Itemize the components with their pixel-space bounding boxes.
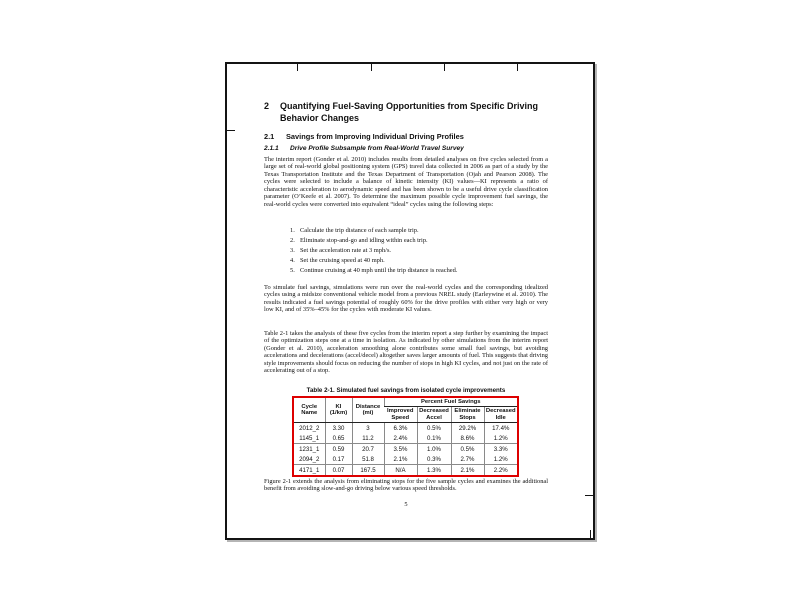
list-number: 2. xyxy=(290,237,295,244)
page-number: 5 xyxy=(404,501,408,508)
table-cell: 0.5% xyxy=(417,423,451,434)
section-title: Quantifying Fuel-Saving Opportunities from Specific Driving Behavior Changes xyxy=(280,101,539,123)
list-text: Eliminate stop-and-go and idling within each trip. xyxy=(300,237,428,244)
ruler-tick xyxy=(371,64,372,71)
list-item xyxy=(264,257,548,264)
table-row xyxy=(294,465,517,476)
ruler-tick xyxy=(585,495,593,496)
list-number: 3. xyxy=(290,247,295,254)
list-number: 4. xyxy=(290,257,295,264)
table-row xyxy=(294,433,517,444)
table-cell: 2.7% xyxy=(451,454,484,465)
col-header-distance: Distance (mi) xyxy=(352,398,384,423)
list-text: Set the cruising speed at 40 mph. xyxy=(300,257,385,264)
table-cell: 17.4% xyxy=(484,423,517,434)
table-cell: 4171_1 xyxy=(299,466,320,474)
table-cell: 0.65 xyxy=(325,433,352,444)
sub-header-eliminate-stops: Eliminate Stops xyxy=(451,407,484,423)
table-cell: 8.6% xyxy=(451,433,484,444)
table-cell: 0.07 xyxy=(325,465,352,476)
table-cell: 1.3% xyxy=(417,465,451,476)
fuel-savings-table xyxy=(294,398,517,475)
ruler-tick xyxy=(517,64,518,71)
section-number: 2 xyxy=(264,101,270,111)
steps-list xyxy=(264,227,548,277)
table-header xyxy=(294,398,517,423)
subsubsection-number: 2.1.1 xyxy=(264,145,279,152)
group-header-percent-fuel-savings: Percent Fuel Savings xyxy=(384,398,517,407)
table-cell: 20.7 xyxy=(352,444,384,455)
paragraph-results: To simulate fuel savings, simulations were run over the real-world cycles and the corresponding idealized cycles using a midsize conventional vehicle model from a previous NREL study (Earleywine et al. 2010). The results indicated a fuel savings potential of roughly 60% for the drive profiles with either very high or very low KI, and of 35%–45% for the cycles with moderate KI values. xyxy=(264,284,548,314)
table-cell: 0.5% xyxy=(451,444,484,455)
table-cell: 1.2% xyxy=(484,433,517,444)
table-cell: 0.59 xyxy=(325,444,352,455)
sub-header-decreased-accel: Decreased Accel xyxy=(417,407,451,423)
subsection-title: Savings from Improving Individual Driving Profiles xyxy=(286,132,464,141)
table-cell: 29.2% xyxy=(451,423,484,434)
subsubsection-title: Drive Profile Subsample from Real-World Travel Survey xyxy=(290,145,464,152)
col-header-ki: KI (1/km) xyxy=(325,398,352,423)
subsection-number: 2.1 xyxy=(264,132,275,141)
col-header-cycle-name: Cycle Name xyxy=(294,398,325,423)
list-text: Calculate the trip distance of each sample trip. xyxy=(300,227,419,234)
table-cell: 2.1% xyxy=(384,454,417,465)
subsubsection-heading xyxy=(264,145,574,152)
table-cell: 11.2 xyxy=(352,433,384,444)
list-item xyxy=(264,247,548,254)
sub-header-decreased-idle: Decreased Idle xyxy=(485,408,516,421)
table-title: Table 2-1. Simulated fuel savings from isolated cycle improvements xyxy=(306,387,506,394)
paragraph-intro: The interim report (Gonder et al. 2010) includes results from detailed analyses on five cycles selected from a large set of real-world global positioning system (GPS) travel data collected in 2006 as part of a study by the Texas Transportation Institute and the Texas Department of Transportation (Ojah and Pearson 2008). The cycles were selected to include a balance of kinetic intensity (KI) values—KI represents a ratio of characteristic acceleration to aerodynamic speed and has been shown to be a useful drive cycle classification parameter (O’Keefe et al. 2007). To determine the maximum possible cycle improvement fuel savings, the real-world cycles were converted into equivalent “ideal” cycles using the following steps: xyxy=(264,156,548,208)
table-cell: 0.17 xyxy=(325,454,352,465)
table-cell: 2012_2 xyxy=(299,424,320,432)
list-text: Continue cruising at 40 mph until the trip distance is reached. xyxy=(300,267,458,274)
table-cell: 3.3% xyxy=(484,444,517,455)
list-number: 5. xyxy=(290,267,295,274)
table-cell: 3.5% xyxy=(384,444,417,455)
ruler-tick xyxy=(227,130,235,131)
paragraph-table-discussion: Table 2-1 takes the analysis of these five cycles from the interim report a step further by examining the impact of the optimization steps one at a time in isolation. As indicated by other simulations from the interim report (Gonder et al. 2010), acceleration smoothing alone contributes some small fuel savings, but avoiding accelerations and decelerations (accel/decel) altogether saves larger amounts of fuel. This suggests that driving style improvements should focus on reducing the number of stops in high KI cycles, and not just on the rate of accelerating out of a stop. xyxy=(264,330,548,375)
table-row xyxy=(294,454,517,465)
table-cell: 6.3% xyxy=(384,423,417,434)
list-item xyxy=(264,227,548,234)
ruler-tick xyxy=(297,64,298,71)
section-heading xyxy=(264,101,564,124)
ruler-tick xyxy=(590,530,591,538)
table-row xyxy=(294,444,517,455)
table-cell: 2.2% xyxy=(484,465,517,476)
table-cell: 3.30 xyxy=(325,423,352,434)
table-cell: 0.3% xyxy=(417,454,451,465)
table-cell: 167.5 xyxy=(352,465,384,476)
ruler-tick xyxy=(444,64,445,71)
table-cell: N/A xyxy=(384,465,417,476)
table-cell: 1.0% xyxy=(417,444,451,455)
table-cell: 1.2% xyxy=(484,454,517,465)
paragraph-figure-intro: Figure 2-1 extends the analysis from eliminating stops for the five sample cycles and examines the additional benefit from avoiding slow-and-go driving below various speed thresholds. xyxy=(264,478,548,493)
table-cell: 2.4% xyxy=(384,433,417,444)
list-item xyxy=(264,267,548,274)
table-cell: 51.8 xyxy=(352,454,384,465)
table-cell: 1145_1 xyxy=(294,433,325,444)
table-body xyxy=(294,423,517,476)
table-cell: 2.1% xyxy=(451,465,484,476)
list-number: 1. xyxy=(290,227,295,234)
table-cell: 3 xyxy=(352,423,384,434)
table-cell: 2094_2 xyxy=(294,454,325,465)
table-cell: 1231_1 xyxy=(299,445,320,453)
table-row xyxy=(294,423,517,434)
table-highlight-box xyxy=(292,396,519,477)
document-page xyxy=(225,62,595,540)
table-cell: 0.1% xyxy=(417,433,451,444)
list-item xyxy=(264,237,548,244)
sub-header-improved-speed: Improved Speed xyxy=(384,407,417,423)
list-text: Set the acceleration rate at 3 mph/s. xyxy=(300,247,392,254)
subsection-heading xyxy=(264,132,570,141)
